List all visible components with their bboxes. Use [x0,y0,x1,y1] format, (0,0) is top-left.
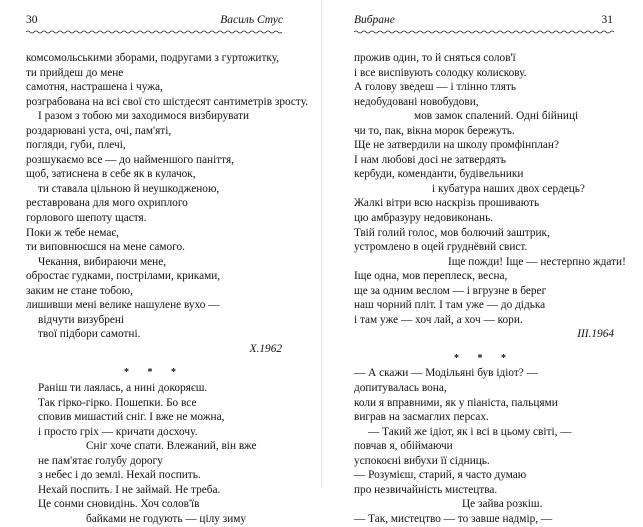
verse-line: прожив один, то й сняться солов'ї [354,52,516,64]
verse-line: байками не годують — цілу зиму [86,512,247,525]
verse-line: допитувалась вона, [354,382,447,395]
verse-line: цю амбразуру недовиконань. [354,212,494,225]
verse-line: погляди, губи, плечі, [26,139,126,152]
left-page [0,0,321,525]
verse-line: — Розумієш, старий, я часто думаю [354,469,527,482]
verse-line: — Так, мистецтво — то завше надмір, — [354,512,553,525]
verse-line: відчути визубрені [38,313,125,326]
verse-line: устромлено в оцей груднёвий свист. [354,241,528,254]
verse-line: Поки ж тебе немає, [26,226,120,239]
verse-line: розшукаємо все — до найменшого паніття, [26,153,234,166]
verse-line: коли я вправними, як у піаніста, пальцями [354,396,558,409]
verse-line: комсомольськими зборами, подругами з гуртожитку, [26,52,280,64]
verse-line: заким не стане тобою, [26,284,133,297]
verse-line: Твій голий голос, мов болючий заштрик, [354,226,550,239]
verse-line: щоб, затиснена в себе як в кулачок, [26,168,196,181]
poem-continuation [354,51,626,327]
verse-line: реставрована для мого охриплого [26,197,188,210]
verse-line: — А скажи — Модільяні був ідіот? — [354,367,538,380]
running-title: Василь Стус [220,14,283,26]
verse-line: з небес і до землі. Нехай поспить. [38,469,201,482]
verse-line: і кубатура наших двох сердець? [432,182,585,195]
right-page-text [354,51,626,527]
verse-line: мов замок спалений. Одні бійниці [414,110,579,123]
verse-line: і все виспівують солодку колискову. [354,66,527,79]
header-ornament-rule [354,30,614,34]
verse-line: І нам любові досі не затвердять [354,153,506,166]
poem-text [354,366,614,526]
verse-line: горлового шепоту щастя. [26,212,147,225]
verse-line: Ще не затвердили на школу промфінплан? [354,139,559,152]
verse-line: — Такий же ідіот, як і всі в цьому світі, — [368,425,572,438]
verse-line: Нехай поспить. І не займай. Не треба. [38,483,221,496]
verse-line: виграв на засмаглих персах. [354,411,489,424]
verse-line: Раніш ти лаялась, а нині докоряєш. [38,382,208,395]
poem-text [26,381,282,526]
verse-line: наш чорний пліт. І там уже — до дідька [354,299,546,312]
verse-line: успокоєні вибухи її сідниць. [354,454,490,467]
verse-line: і просто гріх — кричати досхочу. [38,425,198,438]
verse-line: ти виповнюєшся на мене самого. [26,241,186,254]
verse-line: Іще одна, мов переплеск, весна, [354,270,508,283]
verse-line: лишивши мені велике нашулене вухо — [26,299,220,312]
verse-line: А голову зведеш — і тлінно тлять [354,81,517,94]
verse-line: обростає гудками, пострілами, криками, [26,270,221,283]
verse-line: самотня, настрашена і чужа, [26,81,163,94]
poem-date: X.1962 [249,342,282,355]
verse-line: Чекання, вибираючи мене, [38,255,167,268]
page-number: 30 [26,14,38,26]
verse-line: не пам'ятає голубу дорогу [38,454,163,467]
verse-line: роздарювані уста, очі, пам'яті, [26,124,172,137]
verse-line: І разом з тобою ми заходимося визбирувати [38,110,250,123]
poem-continuation [26,51,309,342]
verse-line: ти ставала цільною й неушкодженою, [38,182,220,195]
verse-line: Іще пожди! Іще — нестерпно ждати! [448,255,626,268]
running-title: Вибране [354,14,395,26]
verse-line: Це сонми сновидінь. Хоч солов'їв [38,498,200,511]
right-page [322,0,643,525]
verse-line: недобудовані новобудови, [354,95,479,108]
verse-line: твої підбори самотні. [38,328,141,341]
verse-line: сповив мишастий сніг. І вже не можна, [38,411,225,424]
verse-line: про незвичайність мистецтва. [354,483,498,496]
header-ornament-rule [26,30,282,34]
left-page-text [26,51,309,527]
verse-line: Сніг хоче спати. Влежаний, він вже [86,440,257,453]
verse-line: ще за одним веслом — і вгрузне в берег [354,284,547,297]
verse-line: Жалкі вітри всю наскрізь прошивають [354,197,540,210]
poem-separator-asterisks: * * * [454,352,514,364]
page-number: 31 [601,14,613,26]
verse-line: Так гірко-гірко. Пошепки. Бо все [38,396,197,409]
poem-separator-asterisks: * * * [124,367,184,379]
verse-line: розграбована на всі свої сто шістдесят сантиметрів зросту. [26,95,309,108]
verse-line: і там уже — хоч лай, а хоч — кори. [354,313,523,326]
verse-line: повчав я, обіймаючи [354,440,453,453]
verse-line: ти прийдеш до мене [26,66,124,79]
poem-date: III.1964 [577,328,614,341]
verse-line: Це зайва розкіш. [462,498,543,511]
verse-line: кербуди, коменданти, будівельники [354,168,524,181]
verse-line: чи то, пак, вікна морок бережуть. [354,124,515,137]
